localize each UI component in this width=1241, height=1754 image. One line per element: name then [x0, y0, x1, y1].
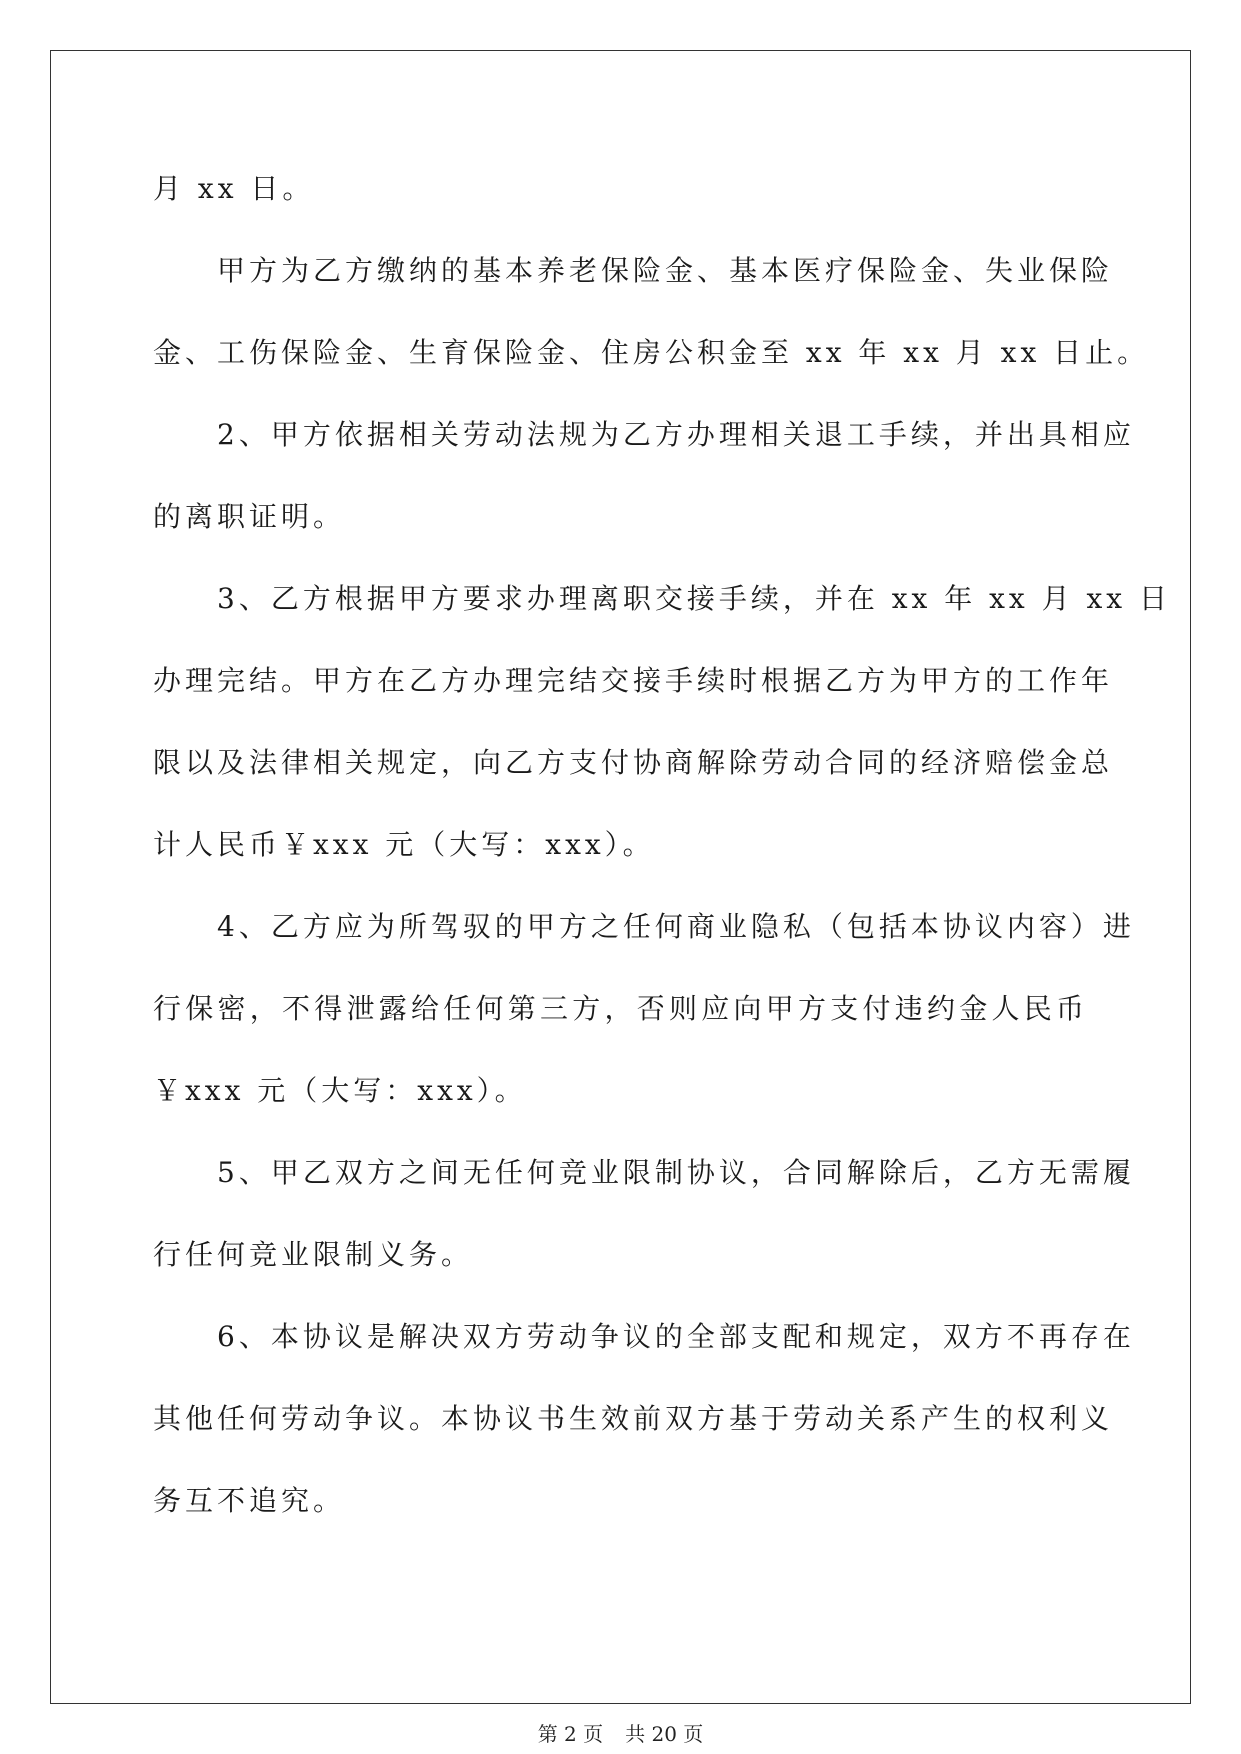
page-footer: [0, 1718, 1241, 1747]
text-line: 计人民币￥xxx 元（大写：xxx）。: [153, 828, 655, 861]
text-line: 金、工伤保险金、生育保险金、住房公积金至 xx 年 xx 月 xx 日止。: [153, 336, 1150, 369]
paragraph-line: 3、乙方根据甲方要求办理离职交接手续，并在 xx 年 xx 月 xx 日: [217, 582, 1171, 615]
page-number: 第 2 页: [537, 1722, 604, 1746]
document-body: [153, 148, 1171, 1542]
text-line: 行保密，不得泄露给任何第三方，否则应向甲方支付违约金人民币: [153, 992, 1088, 1025]
text-line: 限以及法律相关规定，向乙方支付协商解除劳动合同的经济赔偿金总: [153, 746, 1114, 779]
paragraph-line: 4、乙方应为所驾驭的甲方之任何商业隐私（包括本协议内容）进: [217, 910, 1135, 943]
text-line: 其他任何劳动争议。本协议书生效前双方基于劳动关系产生的权利义: [153, 1402, 1114, 1435]
text-line: 办理完结。甲方在乙方办理完结交接手续时根据乙方为甲方的工作年: [153, 664, 1114, 697]
text-line: 月 xx 日。: [153, 172, 315, 205]
paragraph-line: 6、本协议是解决双方劳动争议的全部支配和规定，双方不再存在: [217, 1320, 1135, 1353]
text-line: ￥xxx 元（大写：xxx）。: [153, 1074, 527, 1107]
text-line: 行任何竞业限制义务。: [153, 1238, 474, 1271]
paragraph-line: 2、甲方依据相关劳动法规为乙方办理相关退工手续，并出具相应: [217, 418, 1135, 451]
text-line: 务互不追究。: [153, 1484, 346, 1517]
page-total: 共 20 页: [625, 1722, 704, 1746]
paragraph-line: 5、甲乙双方之间无任何竞业限制协议，合同解除后，乙方无需履: [217, 1156, 1135, 1189]
text-line: 的离职证明。: [153, 500, 346, 533]
paragraph-line: 甲方为乙方缴纳的基本养老保险金、基本医疗保险金、失业保险: [217, 254, 1114, 287]
